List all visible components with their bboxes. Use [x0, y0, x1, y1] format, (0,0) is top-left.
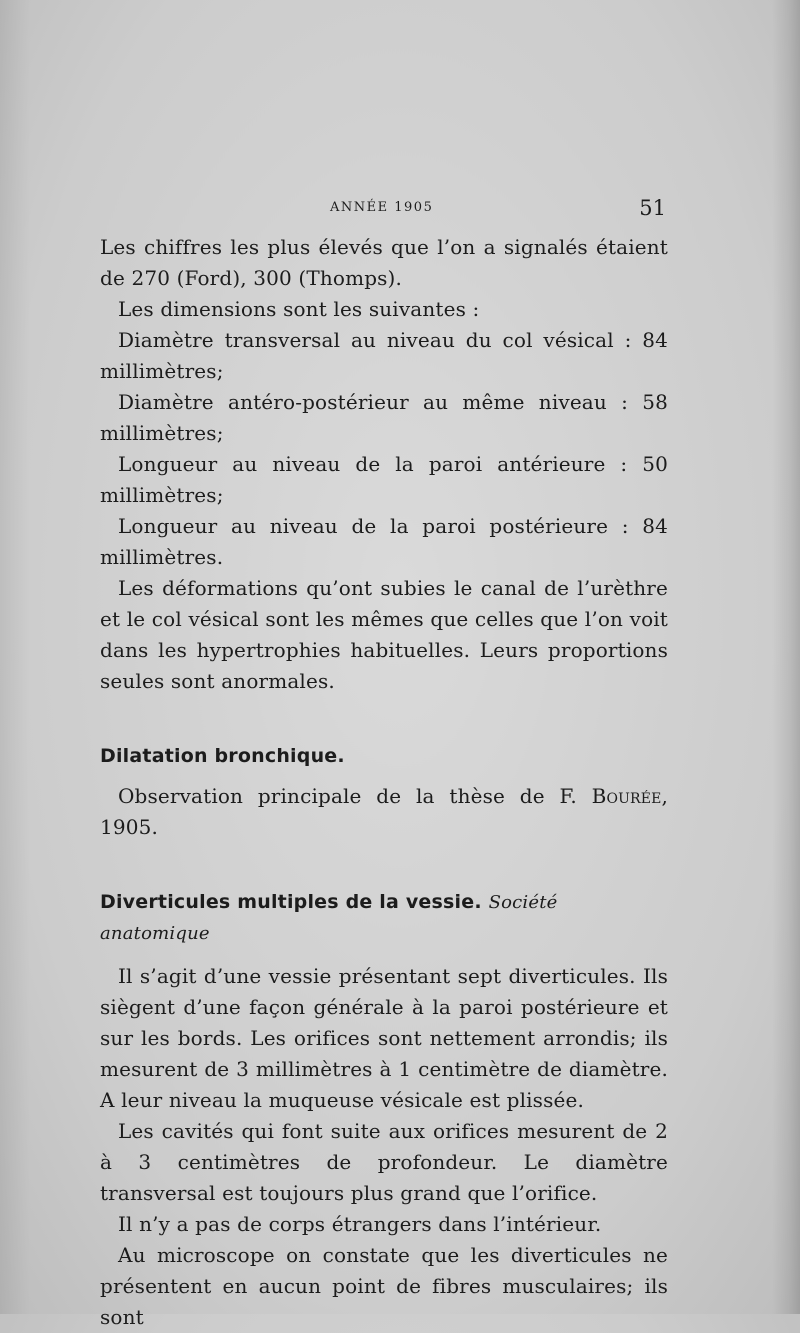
paragraph-microscope: Au microscope on constate que les diverticules ne présentent en aucun point de fibres musculaires; ils sont [100, 1243, 668, 1329]
section-heading-source: Société anatomique [100, 892, 558, 944]
paragraph-bladder-description: Il s’agit d’une vessie présentant sept diverticules. Ils siègent d’une façon générale à la paroi postérieure et sur les bords. Les orifices sont nettement arrondis; ils mesurent de 3 millimètres à 1 centimètre de diamètre. A leur niveau la muqueuse vésicale est plissée. [100, 964, 668, 1112]
page-shadow-left [0, 0, 30, 1314]
page-content [100, 188, 668, 1333]
section-heading-text: Diverticules multiples de la vessie. [100, 891, 482, 913]
paragraph-anterior-wall-length: Longueur au niveau de la paroi antérieure : 50 millimètres; [100, 452, 668, 507]
section-heading-bronchial-dilatation: Dilatation bronchique. [100, 745, 345, 767]
paragraph-observation [100, 781, 668, 843]
paragraph-transverse-diameter: Diamètre transversal au niveau du col vésical : 84 millimètres; [100, 328, 668, 383]
running-head: ANNÉE 1905 [330, 200, 434, 215]
paragraph-foreign-bodies: Il n’y a pas de corps étrangers dans l’intérieur. [118, 1212, 602, 1236]
page-number: 51 [639, 196, 666, 220]
paragraph-posterior-wall-length: Longueur au niveau de la paroi postérieure : 84 millimètres. [100, 514, 668, 569]
author-name: Bourée [591, 784, 662, 808]
paragraph-continuation: Les chiffres les plus élevés que l’on a signalés étaient de 270 (Ford), 300 (Thomps). [100, 235, 668, 290]
observation-text: Observation principale de la thèse de F. [118, 784, 592, 808]
page-header [100, 188, 668, 232]
paragraph-deformations: Les déformations qu’ont subies le canal de l’urèthre et le col vésical sont les mêmes que celles que l’on voit dans les hypertrophies habituelles. Leurs proportions seules sont anormales. [100, 576, 668, 693]
section-heading-bladder-diverticula [100, 887, 668, 949]
observation-year: , 1905. [100, 784, 668, 839]
paragraph-dimensions-intro: Les dimensions sont les suivantes : [118, 297, 480, 321]
page-shadow-right [772, 0, 800, 1314]
paragraph-cavities: Les cavités qui font suite aux orifices mesurent de 2 à 3 centimètres de profondeur. Le diamètre transversal est toujours plus grand que l’orifice. [100, 1119, 668, 1205]
paragraph-antero-posterior-diameter: Diamètre antéro-postérieur au même niveau : 58 millimètres; [100, 390, 668, 445]
